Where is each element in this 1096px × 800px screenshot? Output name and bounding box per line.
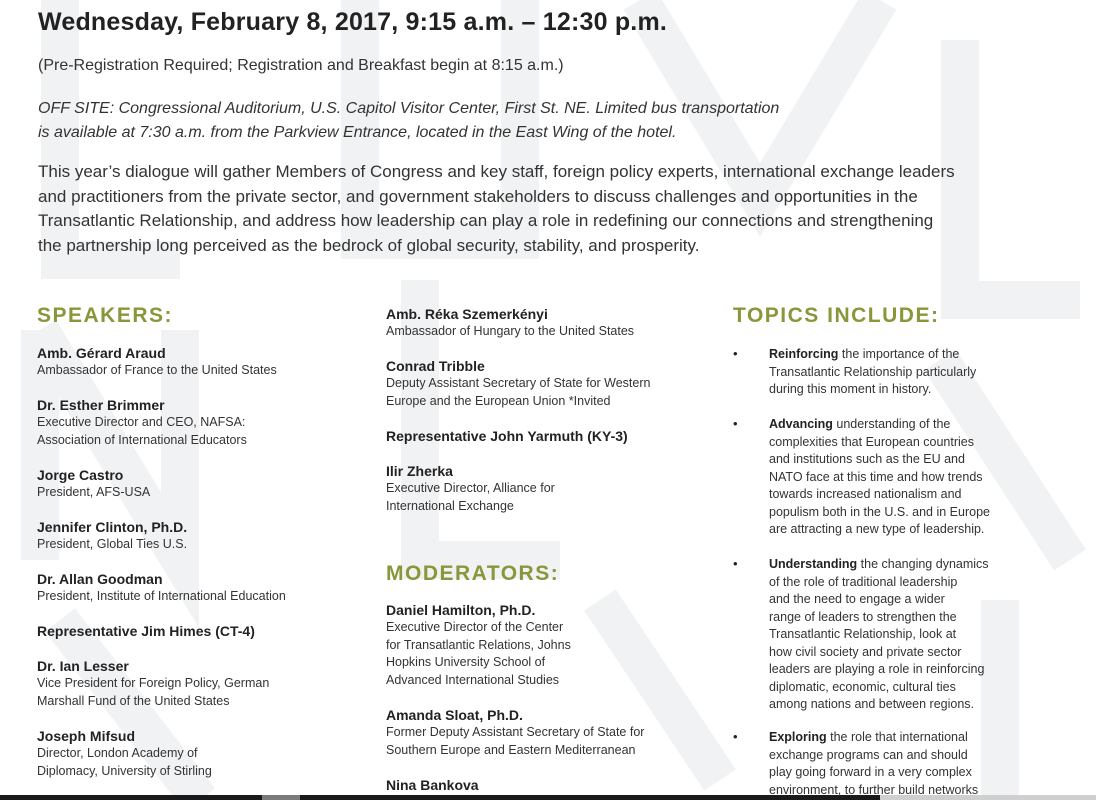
- speaker-title-line: Marshall Fund of the United States: [37, 693, 230, 708]
- intro-paragraph: [38, 160, 978, 258]
- topics-heading: TOPICS INCLUDE:: [733, 304, 940, 327]
- speaker-entry: [386, 305, 726, 341]
- moderator-title-line: Former Deputy Assistant Secretary of State for: [386, 725, 645, 739]
- offsite-location-note: [38, 97, 898, 145]
- speaker-title: [37, 362, 377, 380]
- speaker-title-line: Executive Director and CEO, NAFSA:: [37, 415, 246, 429]
- speaker-entry: [37, 396, 377, 449]
- speaker-title-line: International Exchange: [386, 498, 514, 513]
- intro-line: and practitioners from the private sector, and government stakeholders to discuss challenges and opportunities in the: [38, 186, 918, 206]
- speaker-entry: [37, 727, 377, 780]
- speaker-name: Dr. Esther Brimmer: [37, 397, 165, 413]
- topic-line: leaders are playing a role in reinforcing: [769, 662, 985, 676]
- speaker-title: [37, 588, 377, 606]
- bullet-icon: •: [733, 346, 738, 361]
- speaker-entry: [37, 657, 377, 710]
- speaker-entry: [386, 462, 726, 515]
- speakers-heading: SPEAKERS:: [37, 304, 174, 327]
- topic-lead: Understanding: [769, 557, 858, 571]
- speaker-entry: [386, 427, 726, 445]
- speaker-title-line: President, AFS-USA: [37, 485, 151, 499]
- topic-line: populism both in the U.S. and in Europe: [769, 504, 990, 519]
- moderator-name: Nina Bankova: [386, 777, 479, 793]
- moderator-title-line: Hopkins University School of: [386, 655, 546, 669]
- topic-line: Transatlantic Relationship, look at: [769, 627, 957, 641]
- topic-line: the role that international: [826, 730, 968, 744]
- speaker-entry: [37, 570, 377, 606]
- speaker-name: Representative Jim Himes (CT-4): [37, 623, 255, 639]
- offsite-line: OFF SITE: Congressional Auditorium, U.S. Capitol Visitor Center, First St. NE. Limited bus transportation: [38, 100, 780, 117]
- speaker-title: [37, 414, 377, 449]
- moderator-title: [386, 724, 726, 759]
- speaker-title: [386, 480, 726, 515]
- topic-line: play going forward in a very complex: [769, 765, 972, 779]
- topic-line: of the role of traditional leadership: [769, 574, 958, 589]
- speaker-title-line: Executive Director, Alliance for: [386, 481, 555, 495]
- speaker-title: [37, 536, 377, 554]
- topic-text: [769, 346, 976, 399]
- speaker-name: Jennifer Clinton, Ph.D.: [37, 519, 188, 535]
- offsite-line: is available at 7:30 a.m. from the Parkview Entrance, located in the East Wing of the hotel.: [38, 124, 677, 141]
- topic-line: the changing dynamics: [857, 557, 989, 571]
- topic-line: and the need to engage a wider: [769, 592, 945, 606]
- moderator-title-line: Executive Director of the Center: [386, 620, 564, 634]
- speaker-title: [37, 745, 377, 780]
- topic-lead: Exploring: [769, 730, 827, 744]
- speaker-title: [37, 675, 377, 710]
- speaker-name: Ilir Zherka: [386, 463, 453, 479]
- topic-line: are attracting a new type of leadership.: [769, 522, 985, 536]
- topic-lead: Reinforcing: [769, 347, 839, 361]
- speaker-title-line: Ambassador of Hungary to the United States: [386, 324, 635, 338]
- speaker-name: Amb. Réka Szemerkényi: [386, 306, 548, 322]
- topic-line: Transatlantic Relationship particularly: [769, 364, 977, 379]
- speaker-title-line: Ambassador of France to the United States: [37, 363, 277, 377]
- intro-line: This year’s dialogue will gather Members of Congress and key staff, foreign policy experts, international exchange leaders: [38, 162, 955, 181]
- speaker-title-line: Vice President for Foreign Policy, German: [37, 676, 270, 690]
- speaker-name: Conrad Tribble: [386, 358, 485, 374]
- topic-line: environment, to further build networks: [769, 782, 979, 797]
- topic-line: range of leaders to strengthen the: [769, 609, 957, 624]
- topic-line: diplomatic, economic, cultural ties: [769, 679, 956, 694]
- speaker-name: Jorge Castro: [37, 467, 124, 483]
- topic-text: [769, 556, 989, 714]
- speaker-name: Joseph Mifsud: [37, 728, 136, 744]
- speaker-title: [37, 484, 377, 502]
- moderator-entry: [386, 776, 726, 794]
- speaker-title-line: President, Global Ties U.S.: [37, 537, 188, 551]
- moderator-name: Daniel Hamilton, Ph.D.: [386, 602, 536, 618]
- speaker-name: Dr. Allan Goodman: [37, 571, 163, 587]
- speaker-title: [386, 375, 726, 410]
- event-date-heading: Wednesday, February 8, 2017, 9:15 a.m. – 12:30 p.m.: [38, 8, 668, 36]
- topic-lead: Advancing: [769, 417, 833, 431]
- speaker-title-line: Diplomacy, University of Stirling: [37, 763, 212, 778]
- speaker-entry: [37, 466, 377, 502]
- topic-line: towards increased nationalism and: [769, 487, 962, 501]
- speaker-title-line: Association of International Educators: [37, 432, 247, 447]
- speaker-entry: [37, 518, 377, 554]
- speaker-entry: [37, 344, 377, 380]
- moderator-title: [386, 619, 726, 689]
- moderator-title-line: Southern Europe and Eastern Mediterranean: [386, 742, 636, 757]
- preregistration-note: (Pre-Registration Required; Registration and Breakfast begin at 8:15 a.m.): [38, 57, 564, 74]
- moderator-title-line: for Transatlantic Relations, Johns: [386, 637, 571, 652]
- bullet-icon: •: [733, 729, 738, 744]
- speaker-name: Representative John Yarmuth (KY-3): [386, 428, 628, 444]
- speaker-title-line: Director, London Academy of: [37, 746, 198, 760]
- bullet-icon: •: [733, 556, 738, 571]
- topic-line: NATO face at this time and how trends: [769, 469, 983, 484]
- moderator-entry: [386, 601, 726, 689]
- speaker-name: Amb. Gérard Araud: [37, 345, 166, 361]
- topic-line: and institutions such as the EU and: [769, 452, 965, 466]
- topic-line: exchange programs can and should: [769, 747, 968, 762]
- bullet-icon: •: [733, 416, 738, 431]
- moderator-entry: [386, 706, 726, 759]
- topic-line: complexities that European countries: [769, 434, 974, 449]
- moderator-name: Amanda Sloat, Ph.D.: [386, 707, 523, 723]
- speaker-title-line: Deputy Assistant Secretary of State for Western: [386, 376, 651, 390]
- speaker-title-line: President, Institute of International Education: [37, 589, 286, 603]
- topic-text: [769, 729, 978, 799]
- moderator-title-line: Advanced International Studies: [386, 672, 560, 687]
- speaker-name: Dr. Ian Lesser: [37, 658, 129, 674]
- speaker-title-line: Europe and the European Union *Invited: [386, 393, 611, 408]
- topic-line: how civil society and private sector: [769, 644, 962, 659]
- intro-line: Transatlantic Relationship, and address how leadership can play a role in redefining our connections and strengthening: [38, 211, 934, 230]
- topic-line: during this moment in history.: [769, 382, 932, 396]
- topic-line: the importance of the: [838, 347, 960, 361]
- topic-line: understanding of the: [832, 417, 951, 431]
- speaker-entry: [386, 357, 726, 410]
- speaker-entry: [37, 622, 377, 640]
- moderators-heading: MODERATORS:: [386, 562, 560, 585]
- topic-line: among nations and between regions.: [769, 697, 975, 711]
- topic-text: [769, 416, 990, 539]
- intro-line: the partnership long perceived as the bedrock of global security, stability, and prosperity.: [38, 235, 700, 255]
- speaker-title: [386, 323, 726, 341]
